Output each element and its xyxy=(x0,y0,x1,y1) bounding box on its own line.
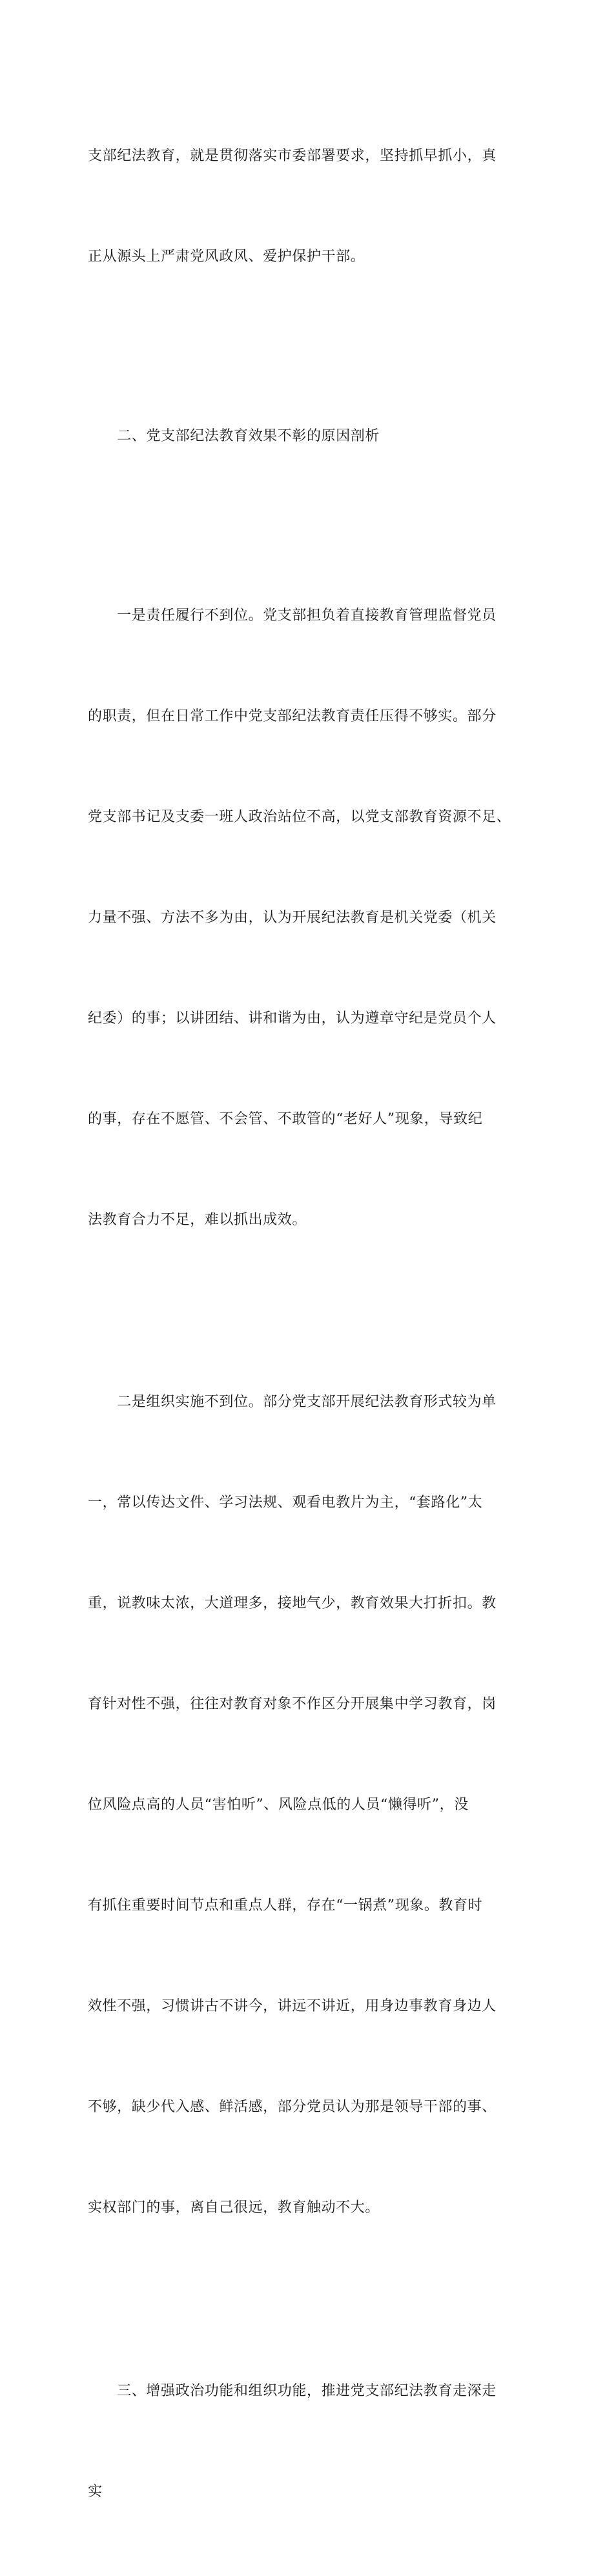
section-heading-2 xyxy=(88,353,514,520)
text-line: 育针对性不强，往往对教育对象不作区分开展集中学习教育，岗 xyxy=(88,1696,497,1712)
document-body xyxy=(88,72,514,2576)
text-line: 的职责，但在日常工作中党支部纪法教育责任压得不够实。部分 xyxy=(88,708,497,724)
text-line: 二是组织实施不到位。部分党支部开展纪法教育形式较为单 xyxy=(88,1394,497,1410)
text-line: 纪委）的事；以讲团结、讲和谐为由，认为遵章守纪是党员个人 xyxy=(88,1010,497,1027)
text-line: 力量不强、方法不多为由，认为开展纪法教育是机关党委（机关 xyxy=(88,910,497,926)
text-line: 有抓住重要时间节点和重点人群，存在“一锅煮”现象。教育时 xyxy=(88,1897,483,1914)
paragraph-intro-continuation xyxy=(88,72,514,341)
text-line: 法教育合力不足，难以抓出成效。 xyxy=(88,1212,307,1228)
section-heading-3 xyxy=(88,2307,514,2576)
paragraph-responsibility xyxy=(88,532,514,1304)
text-line: 的事，存在不愿管、不会管、不敢管的“老好人”现象，导致纪 xyxy=(88,1111,483,1127)
text-line: 不够，缺少代入感、鲜活感，部分党员认为那是领导干部的事、 xyxy=(88,2099,497,2115)
text-line: 正从源头上严肃党风政风、爱护保护干部。 xyxy=(88,249,365,265)
text-line: 重，说教味太浓，大道理多，接地气少，教育效果大打折扣。教 xyxy=(88,1595,497,1611)
heading-line: 二、党支部纪法教育效果不彰的原因剖析 xyxy=(88,428,380,444)
text-line: 实权部门的事，离自己很远，教育触动不大。 xyxy=(88,2200,380,2216)
text-line: 位风险点高的人员“害怕听”、风险点低的人员“懒得听”，没 xyxy=(88,1797,469,1813)
heading-line: 实 xyxy=(88,2484,103,2500)
text-line: 一是责任履行不到位。党支部担负着直接教育管理监督党员 xyxy=(88,608,497,624)
text-line: 党支部书记及支委一班人政治站位不高，以党支部教育资源不足、 xyxy=(88,809,511,825)
text-line: 一，常以传达文件、学习法规、观看电教片为主，“套路化”太 xyxy=(88,1495,483,1511)
text-line: 支部纪法教育，就是贯彻落实市委部署要求，坚持抓早抓小，真 xyxy=(88,148,497,164)
paragraph-implementation xyxy=(88,1318,514,2292)
heading-line: 三、增强政治功能和组织功能，推进党支部纪法教育走深走 xyxy=(88,2383,497,2399)
text-line: 效性不强，习惯讲古不讲今，讲远不讲近，用身边事教育身边人 xyxy=(88,1998,497,2014)
